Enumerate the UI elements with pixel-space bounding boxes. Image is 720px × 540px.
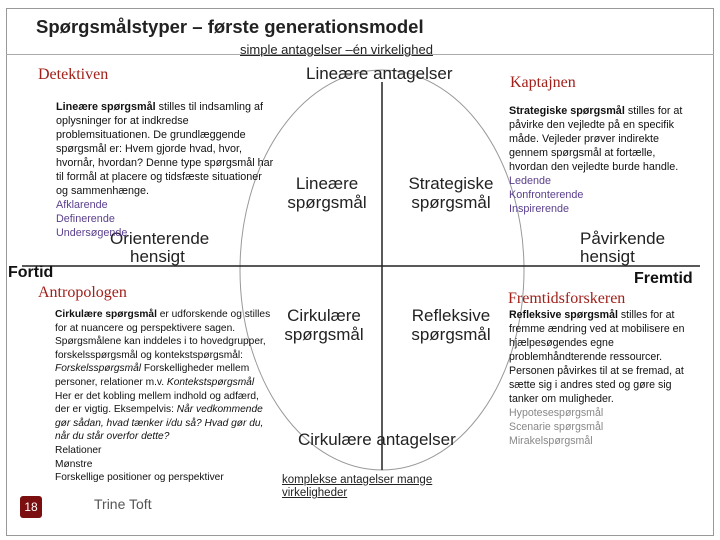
quadrant-reflexive-label (396, 306, 506, 344)
slide-title: Spørgsmålstyper – første generationsmodel (36, 16, 424, 37)
circular-body-2: Forskelligheder mellem personer, relationer m.v. (55, 363, 250, 388)
quadrant-strategic-line2: spørgsmål (411, 193, 491, 212)
strategic-heading: Strategiske spørgsmål (509, 105, 625, 117)
reflexive-description (509, 308, 695, 448)
axis-right-label-line1: Påvirkende (580, 229, 666, 248)
slide-subtitle: simple antagelser –én virkelighed (240, 42, 433, 57)
circular-description (55, 308, 273, 485)
axis-top-label: Lineære antagelser (306, 64, 453, 83)
quadrant-strategic-line1: Strategiske (408, 174, 494, 193)
linear-description (56, 100, 274, 240)
quadrant-linear-line2: spørgsmål (287, 193, 367, 212)
linear-body: stilles til indsamling af oplysninger for at indkredse problemsituationen. De grundlæggende spørgsmål er: Hvem gjorde hvad, hvor, hvornår, hvordan? Denne type spørgsmål har til formål at placere og tidsfæste situationer og sammenhænge. (56, 101, 274, 197)
reflexive-type-3: Mirakelspørgsmål (509, 435, 593, 447)
quadrant-circular-line1: Cirkulære (287, 306, 361, 325)
circular-heading: Cirkulære spørgsmål (55, 309, 157, 320)
quadrant-linear-line1: Lineære (295, 174, 359, 193)
reflexive-body: stilles for at fremme ændring ved at mobilisere en hjælpesøgendes egne problemhåndterende ressourcer. Personen påvirkes til at se fremad, at sætte sig i andres sted og gøre sig tanker om muligheder. (509, 309, 685, 405)
axis-left-label-line2: hensigt (130, 247, 185, 266)
quadrant-circular-label (276, 306, 372, 344)
axis-left-label-line1: Orienterende (110, 229, 210, 248)
slide-number: 18 (20, 496, 42, 518)
strategic-body: stilles for at påvirke den vejledte på en specifik måde. Vejleder prøver indirekte gennem spørgsmål at fortælle, hvordan den vejledte burde handle. (509, 105, 683, 173)
circular-type-3: Forskellige positioner og perspektiver (55, 472, 224, 484)
time-future-label: Fremtid (634, 270, 693, 287)
role-captain: Kaptajnen (510, 74, 576, 91)
quadrant-reflexive-line2: spørgsmål (411, 325, 491, 344)
time-past-label: Fortid (8, 264, 54, 281)
strategic-type-3: Inspirerende (509, 203, 570, 215)
quadrant-linear-label (282, 174, 372, 212)
role-futurist: Fremtidsforskeren (508, 290, 626, 307)
reflexive-type-1: Hypotesespørgsmål (509, 407, 604, 419)
linear-heading: Lineære spørgsmål (56, 101, 156, 113)
quadrant-reflexive-line1: Refleksive (411, 306, 491, 325)
linear-type-2: Definerende (56, 213, 115, 225)
strategic-type-2: Konfronterende (509, 189, 584, 201)
author-name: Trine Toft (94, 496, 152, 512)
circular-body-3: Her er det kobling mellem indhold og adfærd, der er vigtig. Eksempelvis: (55, 390, 259, 416)
circular-difference-term: Forskelsspørgsmål (55, 363, 142, 375)
linear-type-1: Afklarende (56, 199, 108, 211)
linear-type-3: Undersøgende (56, 227, 128, 239)
complex-assumptions-note: komplekse antagelser mange virkeligheder (282, 474, 433, 499)
axis-bottom-label: Cirkulære antagelser (298, 430, 456, 449)
strategic-description (509, 104, 695, 216)
circular-type-1: Relationer (55, 444, 102, 456)
axis-right-label-line2: hensigt (580, 247, 635, 266)
circular-body-1: er udforskende og stilles for at nuancere og perspektivere sagen. Spørgsmålene kan inddeles i to hovedgrupper, forskelsspørgsmål og kontekstspørgsmål: (55, 309, 271, 361)
circular-example: Når vedkommende gør sådan, hvad tænker i/du så? Hvad gør du, når du står overfor dette? (55, 404, 264, 443)
strategic-type-1: Ledende (509, 175, 552, 187)
quadrant-circular-line2: spørgsmål (284, 325, 364, 344)
reflexive-type-2: Scenarie spørgsmål (509, 421, 604, 433)
circular-type-2: Mønstre (55, 458, 93, 470)
role-anthropologist: Antropologen (38, 284, 127, 301)
role-detective: Detektiven (38, 66, 109, 83)
quadrant-strategic-label (396, 174, 506, 212)
reflexive-heading: Refleksive spørgsmål (509, 309, 618, 321)
circular-context-term: Kontekstspørgsmål (166, 376, 255, 388)
